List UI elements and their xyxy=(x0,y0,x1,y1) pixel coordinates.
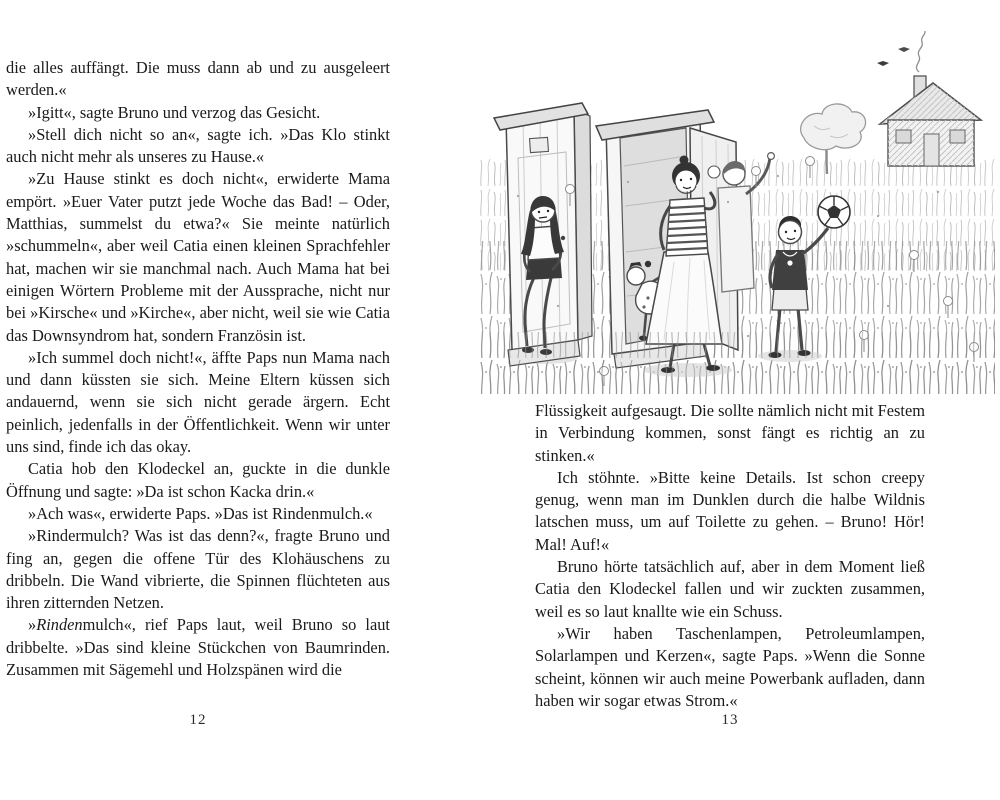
text-run: »Ach was«, erwiderte Paps. »Das ist Rindenmulch.« xyxy=(28,503,373,523)
door-handle xyxy=(561,236,565,240)
paragraph xyxy=(535,400,925,467)
left-page-number: 12 xyxy=(189,712,207,728)
paragraph xyxy=(6,458,390,503)
house xyxy=(877,31,981,166)
text-run: »Rindermulch? Was ist das denn?«, fragte Bruno und fing an, gegen die offene Tür des Klohäuschens zu dribbeln. Die Wand vibrierte, die Spinnen flüchteten aus ihren zitternden Netzen. xyxy=(6,526,390,613)
paragraph xyxy=(6,503,390,525)
text-run: Rinden xyxy=(36,615,83,635)
paragraph xyxy=(535,623,925,712)
text-run: Flüssigkeit aufgesaugt. Die sollte nämlich nicht mit Festem in Verbindung kommen, sonst fängt es richtig an zu stinken.« xyxy=(535,401,925,465)
left-page-text xyxy=(6,57,390,681)
paragraph xyxy=(6,102,390,124)
illustration-svg xyxy=(478,6,995,394)
text-run: Ich stöhnte. »Bitte keine Details. Ist schon creepy genug, wenn man im Dunklen durch die halbe Wildnis latschen muss, um auf Toilette zu gehen. – Bruno! Hör! Mal! Auf!« xyxy=(535,467,925,554)
text-run: »Igitt«, sagte Bruno und verzog das Gesicht. xyxy=(28,102,321,122)
right-page-text xyxy=(535,400,925,712)
text-run: »Zu Hause stinkt es doch nicht«, erwiderte Mama empört. »Euer Vater putzt jede Woche das Bad! – Oder, Matthias, summelst du etwa?« Sie meinte natürlich »schummeln«, aber weil Catia einen kleinen Sprachfehler hat, machen wir sie manchmal nach. Auch Mama hat bei einigen Wörtern Probleme mit der Aussprache, nicht nur bei »Kirsche« und »Kirche«, aber nicht, weil sie wie Catia das Downsyndrom hat, sondern Französin ist. xyxy=(6,169,390,345)
necklace xyxy=(787,260,792,265)
text-run: die alles auffängt. Die muss dann ab und zu ausgeleert werden.« xyxy=(6,58,390,100)
butterfly-icon xyxy=(898,47,910,52)
text-run: » xyxy=(28,615,37,635)
meadow-foreground xyxy=(478,332,995,394)
butterfly-icon xyxy=(877,61,889,66)
soccer-ball-icon xyxy=(818,196,850,228)
house-door xyxy=(924,134,939,166)
text-run: Catia hob den Klodeckel an, guckte in die dunkle Öffnung und sagte: »Da ist schon Kacka drin.« xyxy=(6,459,390,501)
paragraph xyxy=(6,124,390,169)
text-run: »Stell dich nicht so an«, sagte ich. »Das Klo stinkt auch nicht mehr als unseres zu Hause.« xyxy=(6,124,390,167)
text-run: mulch«, rief Paps laut, weil Bruno so laut dribbelte. »Das sind kleine Stückchen von Baumrinden. Zusammen mit Sägemehl und Holzspänen wird die xyxy=(6,615,390,680)
paragraph xyxy=(6,525,390,614)
paragraph xyxy=(6,347,390,458)
right-page-number: 13 xyxy=(721,712,739,728)
house-window xyxy=(950,130,965,143)
outhouse-window xyxy=(530,137,549,152)
text-run: Bruno hörte tatsächlich auf, aber in dem Moment ließ Catia den Klodeckel fallen und wir zuckten zusammen, weil es so laut knallte wie ein Schuss. xyxy=(535,557,925,621)
boy-shorts xyxy=(772,288,808,310)
outhouse-illustration xyxy=(478,6,995,394)
chimney-smoke xyxy=(916,31,925,72)
paragraph xyxy=(6,614,390,681)
paragraph xyxy=(535,467,925,556)
paragraph xyxy=(535,556,925,623)
paragraph xyxy=(6,57,390,102)
door-window xyxy=(708,166,720,178)
house-window xyxy=(896,130,911,143)
text-run: »Wir haben Taschenlampen, Petroleumlampen, Solarlampen und Kerzen«, sagte Paps. »Wenn die Sonne scheint, können wir auch meine Powerbank aufladen, dann haben wir sogar etwas Strom.« xyxy=(535,623,925,710)
text-run: »Ich summel doch nicht!«, äffte Paps nun Mama nach und dann küssten sie sich. Meine Eltern küssen sich andauernd, wenn sie sich nicht gerade ärgern. Echt peinlich, jedenfalls in der Öffentlichkeit. Wenn wir unter uns sind, finde ich das okay. xyxy=(6,347,390,457)
paragraph xyxy=(6,168,390,346)
